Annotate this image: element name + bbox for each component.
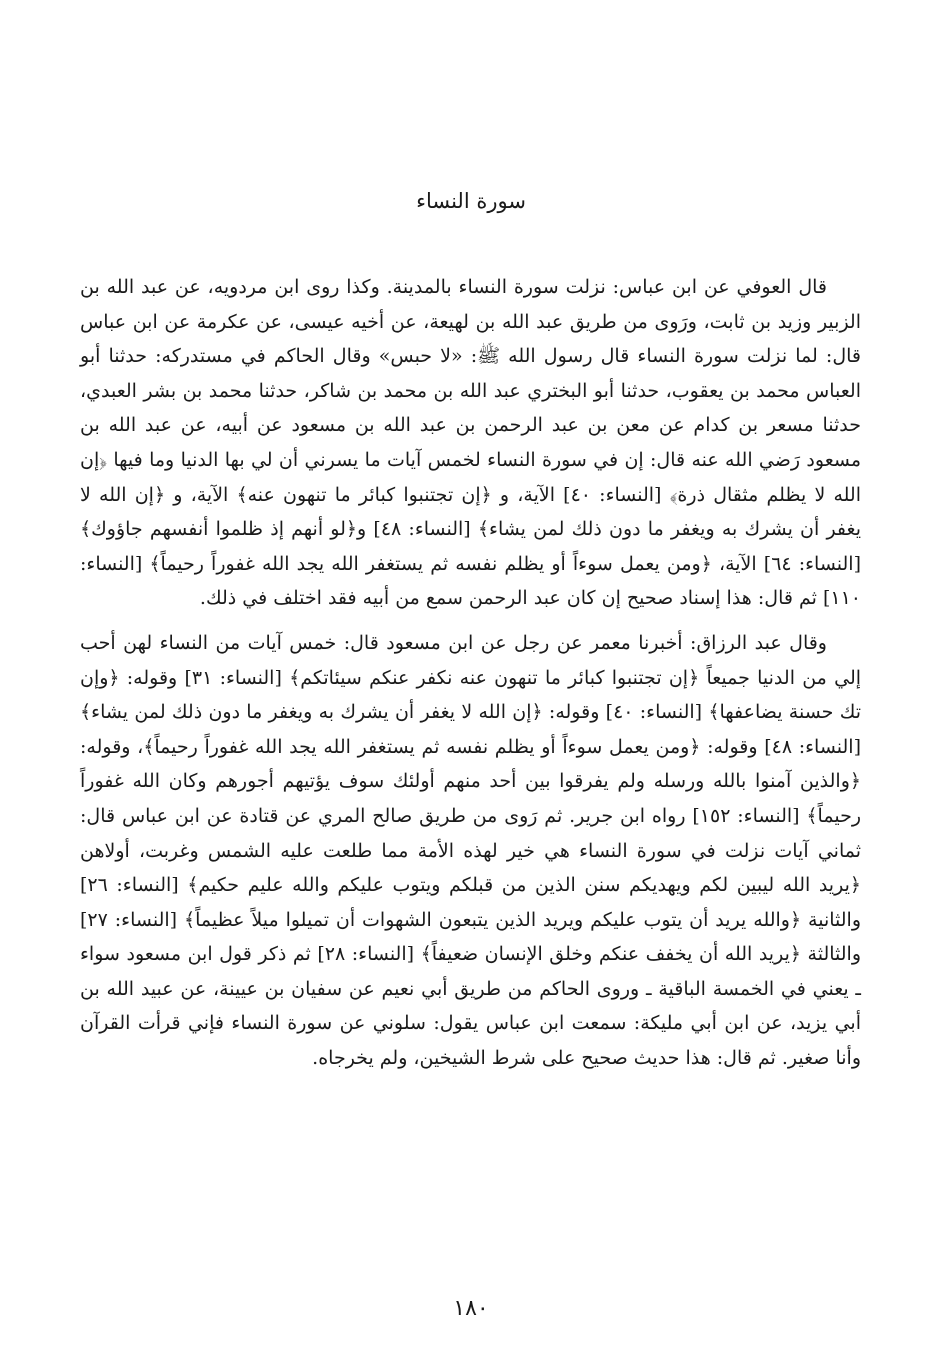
running-header (0, 186, 942, 216)
page-footer (0, 1294, 942, 1324)
paragraph-1: قال العوفي عن ابن عباس: نزلت سورة النساء بالمدينة. وكذا روى ابن مردويه، عن عبد الله بن الزبير وزيد بن ثابت، ورَوى من طريق عبد الله بن لهيعة، عن أخيه عيسى، عن عكرمة عن ابن عباس قال: لما نزلت سورة النساء قال رسول الله ﷺ: «لا حبس» وقال الحاكم في مستدركه: حدثنا أبو العباس محمد بن يعقوب، حدثنا أبو البختري عبد الله بن محمد بن شاكر، حدثنا محمد بن بشر العبدي، حدثنا مسعر بن كدام عن معن بن عبد الرحمن بن عبد الله بن مسعود عن أبيه، عن عبد الله بن مسعود رَضي الله عنه قال: إن في سورة النساء لخمس آيات ما يسرني أن لي بها الدنيا وما فيها ﴿إن الله لا يظلم مثقال ذرة﴾ [النساء: ٤٠] الآية، و ﴿إن تجتنبوا كبائر ما تنهون عنه﴾ الآية، و ﴿إن الله لا يغفر أن يشرك به ويغفر ما دون ذلك لمن يشاء﴾ [النساء: ٤٨] و﴿لو أنهم إذ ظلموا أنفسهم جاؤوك﴾ [النساء: ٦٤] الآية، ﴿ومن يعمل سوءاً أو يظلم نفسه ثم يستغفر الله يجد الله غفوراً رحيماً﴾ [النساء: ١١٠] ثم قال: هذا إسناد صحيح إن كان عبد الرحمن سمع من أبيه فقد اختلف في ذلك. (80, 276, 862, 610)
page-body (80, 270, 861, 1076)
paragraph-2: وقال عبد الرزاق: أخبرنا معمر عن رجل عن ابن مسعود قال: خمس آيات من النساء لهن أحب إلي من الدنيا جميعاً ﴿إن تجتنبوا كبائر ما تنهون عنه نكفر عنكم سيئاتكم﴾ [النساء: ٣١] وقوله: ﴿وإن تك حسنة يضاعفها﴾ [النساء: ٤٠] وقوله: ﴿إن الله لا يغفر أن يشرك به ويغفر ما دون ذلك لمن يشاء﴾ [النساء: ٤٨] وقوله: ﴿ومن يعمل سوءاً أو يظلم نفسه ثم يستغفر الله يجد الله غفوراً رحيماً﴾، وقوله: ﴿والذين آمنوا بالله ورسله ولم يفرقوا بين أحد منهم أولئك سوف يؤتيهم أجورهم وكان الله غفوراً رحيماً﴾ [النساء: ١٥٢] رواه ابن جرير. ثم رَوى من طريق صالح المري عن قتادة عن ابن عباس قال: ثماني آيات نزلت في سورة النساء هي خير لهذه الأمة مما طلعت عليه الشمس وغربت، أولاهن ﴿يريد الله ليبين لكم ويهديكم سنن الذين من قبلكم ويتوب عليكم والله عليم حكيم﴾ [النساء: ٢٦] والثانية ﴿والله يريد أن يتوب عليكم ويريد الذين يتبعون الشهوات أن تميلوا ميلاً عظيماً﴾ [النساء: ٢٧] والثالثة ﴿يريد الله أن يخفف عنكم وخلق الإنسان ضعيفاً﴾ [النساء: ٢٨] ثم ذكر قول ابن مسعود سواء ـ يعني في الخمسة الباقية ـ وروى الحاكم من طريق أبي نعيم عن سفيان بن عيينة، عن عبيد الله بن أبي يزيد، عن ابن أبي مليكة: سمعت ابن عباس يقول: سلوني عن سورة النساء فإني قرأت القرآن وأنا صغير. ثم قال: هذا حديث صحيح على شرط الشيخين، ولم يخرجاه. (80, 631, 862, 1070)
surah-title: سورة النساء (416, 189, 526, 213)
page-number: ١٨٠ (453, 1296, 489, 1321)
